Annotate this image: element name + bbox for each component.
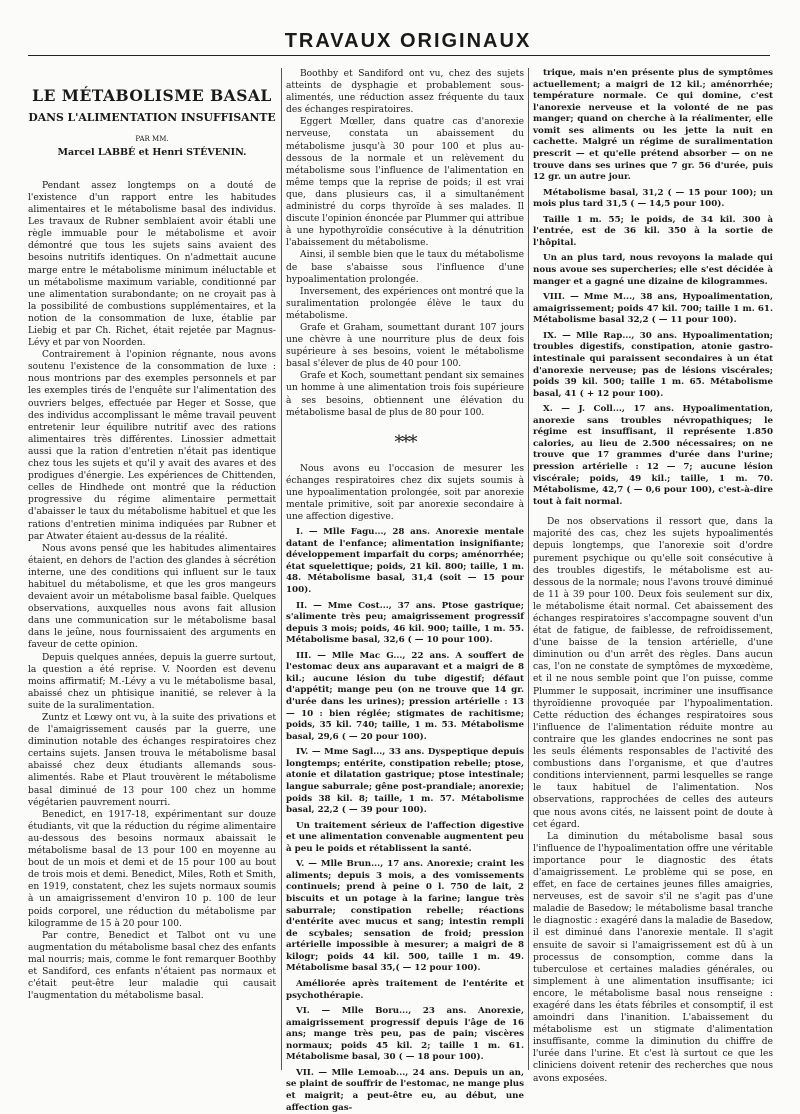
case-report: III. — Mlle Mac G..., 22 ans. A souffert de l'estomac deux ans auparavant et a maigri de 8 kil.; aucune lésion du tube digestif; défaut d'appétit; mange peu (on ne trouve que 14 gr. d'urée dans les urines); pression artérielle : 13 — 10 : bien réglée; stigmates de rachitisme; poids, 35 kil. 740; taille, 1 m. 53. Métabolisme basal, 29,6 ( — 20 pour 100). (286, 650, 524, 742)
column-3 (533, 68, 773, 1084)
case-report: VI. — Mlle Boru..., 23 ans. Anorexie, amaigrissement progressif depuis l'âge de 16 ans; mange très peu, pas de pain; viscères normaux; poids 45 kil. 2; taille 1 m. 61. Métabolisme basal, 30 ( — 18 pour 100). (286, 1006, 524, 1063)
byline-prefix: PAR MM. (135, 134, 169, 143)
article-subtitle: DANS L'ALIMENTATION INSUFFISANTE (28, 110, 276, 124)
section-header: TRAVAUX ORIGINAUX (284, 30, 532, 52)
paragraph: Par contre, Benedict et Talbot ont vu une augmentation du métabolisme basal chez des enfants mal nourris; mais, comme le font remarquer Boothby et Sandiford, ces enfants n'étaient pas normaux et c'était peut-être leur maladie qui causait l'augmentation du métabolisme basal. (28, 930, 276, 1002)
case-report: Un an plus tard, nous revoyons la malade qui nous avoue ses supercheries; elle s'est décidée à manger et a gagné une dizaine de kilogrammes. (533, 253, 773, 287)
case-report: Taille 1 m. 55; le poids, de 34 kil. 300 à l'entrée, est de 36 kil. 350 à la sortie de l'hôpital. (533, 214, 773, 248)
paragraph: Contrairement à l'opinion régnante, nous avons soutenu l'existence de la consommation de luxe : nous montrions par des exemples personnels et par les exemples tirés de l'enquête sur l'alimentation des ouvriers belges, effectuée par Heger et Sosse, que des individus accomplissant le même travail peuvent entretenir leur équilibre nutritif avec des rations alimentaires très différentes. Linossier admettait aussi que la ration d'entretien n'était pas identique chez tous les sujets et qu'il y avait des avares et des prodigues d'énergie. Les expériences de Chittenden, celles de Hindhede ont montré que la réduction progressive du régime alimentaire permettait d'abaisser le taux du métabolisme habituel et que les rations d'entretien minima indiquées par Rubner et par Atwater étaient au-dessus de la réalité. (28, 350, 276, 542)
column-separator (528, 68, 529, 1070)
case-report: Métabolisme basal, 31,2 ( — 15 pour 100); un mois plus tard 31,5 ( — 14,5 pour 100). (533, 187, 773, 210)
paragraph: Benedict, en 1917-18, expérimentant sur douze étudiants, vit que la réduction du régime alimentaire au-dessous des besoins normaux abaissait le métabolisme basal de 13 pour 100 en moyenne au bout de un mois et demi et de 15 pour 100 au bout de trois mois et demi. Benedict, Miles, Roth et Smith, en 1919, constatent, chez les sujets normaux soumis à un amaigrissement d'environ 10 p. 100 de leur poids corporel, une réduction du métabolisme par kilogramme de 15 à 20 pour 100. (28, 809, 276, 929)
case-report: Améliorée après traitement de l'entérite et psychothérapie. (286, 978, 524, 1001)
paragraph: De nos observations il ressort que, dans la majorité des cas, chez les sujets hypoalimentés depuis longtemps, que l'anorexie soit d'ordre purement psychique ou qu'elle soit consécutive à des troubles digestifs, le métabolisme est au-dessous de la normale; nous l'avons trouvé diminué de 11 à 39 pour 100. Deux fois seulement sur dix, le métabolisme était normal. Cet abaissement des échanges respiratoires s'accompagne souvent d'un état de fatigue, de faiblesse, de refroidissement, d'une baisse de la tension artérielle, d'une diminution ou d'un arrêt des règles. Dans aucun cas, l'on ne constate de symptômes de myxœdème, et il ne nous semble point que l'on puisse, comme Plummer le supposait, incriminer une insuffisance thyroïdienne provoquée par l'hypoalimentation. Cette réduction des échanges respiratoires sous l'influence de l'alimentation réduite montre au contraire que les glandes endocrines ne sont pas les seuls éléments responsables de l'activité des combustions dans l'organisme, et que d'autres conditions interviennent, parmi lesquelles se range le taux habituel de l'alimentation. Nos observations, rapprochées de celles des auteurs que nous avons cités, ne laissent point de doute à cet égard. (533, 517, 773, 830)
column-2 (286, 68, 524, 1113)
paragraph: La diminution du métabolisme basal sous l'influence de l'hypoalimentation offre une véritable importance pour le diagnostic des états d'amaigrissement. Le problème qui se pose, en effet, en face de certaines jeunes filles amaigries, nerveuses, est de savoir s'il ne s'agit pas d'une maladie de Basedow; le métabolisme basal tranche le diagnostic : exagéré dans la maladie de Basedow, il est diminué dans l'anorexie mentale. Il s'agit ensuite de savoir si l'amaigrissement est dû à un processus de consomption, comme dans la tuberculose et certaines maladies générales, ou simplement à une alimentation insuffisante; ici encore, le métabolisme basal nous renseigne : exagéré dans les états fébriles et consomptif, il est amoindri dans l'inanition. L'abaissement du métabolisme est un stigmate d'alimentation insuffisante, comme la diminution du chiffre de l'urée dans l'urine. Et c'est là surtout ce que les cliniciens doivent retenir des recherches que nous avons exposées. (533, 831, 773, 1084)
paragraph: Nous avons eu l'occasion de mesurer les échanges respiratoires chez dix sujets soumis à une hypoalimentation prolongée, soit par anorexie mentale primitive, soit par anorexie secondaire à une affection digestive. (286, 463, 524, 523)
header-rule (28, 55, 770, 56)
paragraph: Eggert Mœller, dans quatre cas d'anorexie nerveuse, constata un abaissement du métabolisme jusqu'à 30 pour 100 et plus au-dessous de la normale et un relèvement du métabolisme sous l'influence de l'alimentation en même temps que la reprise de poids; il est vrai que, dans plusieurs cas, il a simultanément administré du corps thyroïde à ses malades. Il discute l'opinion énoncée par Plummer qui attribue à une hypothyroïdie consécutive à la dénutrition l'abaissement du métabolisme. (286, 117, 524, 249)
article-authors: Marcel LABBÉ et Henri STÉVENIN. (57, 147, 247, 159)
paragraph: Depuis quelques années, depuis la guerre surtout, la question a été reprise. V. Noorden est devenu moins affirmatif; M.-Lévy a vu le métabolisme basal, abaissé chez un phtisique inanitié, se relever à la suite de la suralimentation. (28, 652, 276, 711)
case-report: trique, mais n'en présente plus de symptômes actuellement; a maigri de 12 kil.; aménorrhée; température normale. Ce qui domine, c'est l'anorexie nerveuse et la volonté de ne pas manger; quand on cherche à la réalimenter, elle vomit ses aliments ou les jette la nuit en cachette. Malgré un régime de suralimentation prescrit — et qu'elle prétend absorber — on ne trouve dans ses urines que 7 gr. 56 d'urée, puis 12 gr. un autre jour. (533, 68, 773, 183)
column-1 (28, 68, 276, 1070)
case-report: I. — Mlle Fagu..., 28 ans. Anorexie mentale datant de l'enfance; alimentation insignifiante; développement imparfait du corps; aménorrhée; état squelettique; poids, 21 kil. 800; taille, 1 m. 48. Métabolisme basal, 31,4 (soit — 15 pour 100). (286, 527, 524, 595)
paragraph: Inversement, des expériences ont montré que la suralimentation prolongée élève le taux du métabolisme. (286, 286, 524, 321)
section-break-asterism: *** (394, 431, 416, 453)
case-report: Un traitement sérieux de l'affection digestive et une alimentation convenable augmentent peu à peu le poids et rétablissent la santé. (286, 820, 524, 854)
case-report: VIII. — Mme M..., 38 ans, Hypoalimentation, amaigrissement; poids 47 kil. 700; taille 1 m. 61. Métabolisme basal 32,2 ( — 11 pour 100). (533, 292, 773, 326)
column-separator (281, 68, 282, 1070)
case-report: VII. — Mlle Lemoab..., 24 ans. Depuis un an, se plaint de souffrir de l'estomac, ne mange plus et maigrit; a peut-être eu, au début, une affection gas- (286, 1067, 524, 1113)
paragraph: Ainsi, il semble bien que le taux du métabolisme de base s'abaisse sous l'influence d'une hypoalimentation prolongée. (286, 250, 524, 285)
paragraph: Nous avons pensé que les habitudes alimentaires étaient, en dehors de l'action des glandes à sécrétion interne, une des conditions qui influent sur le taux habituel du métabolisme, et que les gros mangeurs devaient avoir un métabolisme basal faible. Quelques observations, auxquelles nous avons fait allusion dans une communication sur le métabolisme basal dans le jeûne, nous fournissaient des arguments en faveur de cette opinion. (28, 543, 276, 651)
paragraph: Grafe et Graham, soumettant durant 107 jours une chèvre à une nourriture plus de deux fois supérieure à ses besoins, voient le métabolisme basal s'élever de plus de 40 pour 100. (286, 322, 524, 370)
case-report: V. — Mlle Brun..., 17 ans. Anorexie; craint les aliments; depuis 3 mois, a des vomissements continuels; prend à peine 0 l. 750 de lait, 2 biscuits et un potage à la farine; langue très saburrale; constipation rebelle; réactions d'entérite avec mucus et sang; intestin rempli de scybales; sensation de froid; pression artérielle impossible à mesurer; a maigri de 8 kilogr; poids 44 kil. 500, taille 1 m. 49. Métabolisme basal 35,( — 12 pour 100). (286, 859, 524, 974)
paragraph: Zuntz et Lœwy ont vu, à la suite des privations et de l'amaigrissement causés par la guerre, une diminution notable des échanges respiratoires chez certains sujets. Jansen trouva le métabolisme basal abaissé chez deux étudiants allemands sous-alimentés. Rabe et Plaut trouvèrent le métabolisme basal diminué de 13 pour 100 chez un homme végétarien pauvrement nourri. (28, 713, 276, 808)
paragraph: Boothby et Sandiford ont vu, chez des sujets atteints de dysphagie et probablement sous-alimentés, une réduction assez fréquente du taux des échanges respiratoires. (286, 69, 524, 116)
case-report: IV. — Mme Sagl..., 33 ans. Dyspeptique depuis longtemps; entérite, constipation rebelle; ptose, atonie et dilatation gastrique; ptose intestinale; langue saburrale; gêne post-prandiale; anorexie; poids 38 kil. 8; taille, 1 m. 57. Métabolisme basal, 22,2 ( — 39 pour 100). (286, 747, 524, 816)
article-title: LE MÉTABOLISME BASAL (32, 86, 272, 105)
paragraph: Pendant assez longtemps on a douté de l'existence d'un rapport entre les habitudes alimentaires et le métabolisme basal des individus. Les travaux de Rubner semblaient avoir établi une règle immuable pour le métabolisme et avoir démontré que tous les sujets sains avaient des besoins nutritifs identiques. On n'admettait aucune marge entre le métabolisme minimum inéluctable et un métabolisme maximum variable, conditionné par une alimentation surabondante; on ne croyait pas à la possibilité de combustions supplémentaires, et la notion de la consommation de luxe, établie par Liebig et par Ch. Richet, était rejetée par Magnus-Lévy et par von Noorden. (28, 180, 276, 349)
case-report: II. — Mme Cost..., 37 ans. Ptose gastrique; s'alimente très peu; amaigrissement progressif depuis 3 mois; poids, 46 kil. 900; taille, 1 m. 55. Métabolisme basal, 32,6 ( — 10 pour 100). (286, 600, 524, 646)
paragraph: Grafe et Koch, soumettant pendant six semaines un homme à une alimentation trois fois supérieure à ses besoins, obtiennent une élévation du métabolisme basal de plus de 80 pour 100. (286, 371, 524, 418)
case-report: X. — J. Coll..., 17 ans. Hypoalimentation, anorexie sans troubles névropathiques; le régime est insuffisant, il représente 1.850 calories, au lieu de 2.500 nécessaires; on ne trouve que 17 grammes d'urée dans l'urine; pression artérielle : 12 — 7; aucune lésion viscérale; poids, 49 kil.; taille, 1 m. 70. Métabolisme, 42,7 ( — 0,6 pour 100), c'est-à-dire tout à fait normal. (533, 404, 773, 507)
case-report: IX. — Mlle Rap..., 30 ans. Hypoalimentation; troubles digestifs, constipation, atonie gastro-intestinale qui paraissent secondaires à un état d'anorexie nerveuse; pas de lésions viscérales; poids 39 kil. 500; taille 1 m. 65. Métabolisme basal, 41 ( + 12 pour 100). (533, 330, 773, 399)
